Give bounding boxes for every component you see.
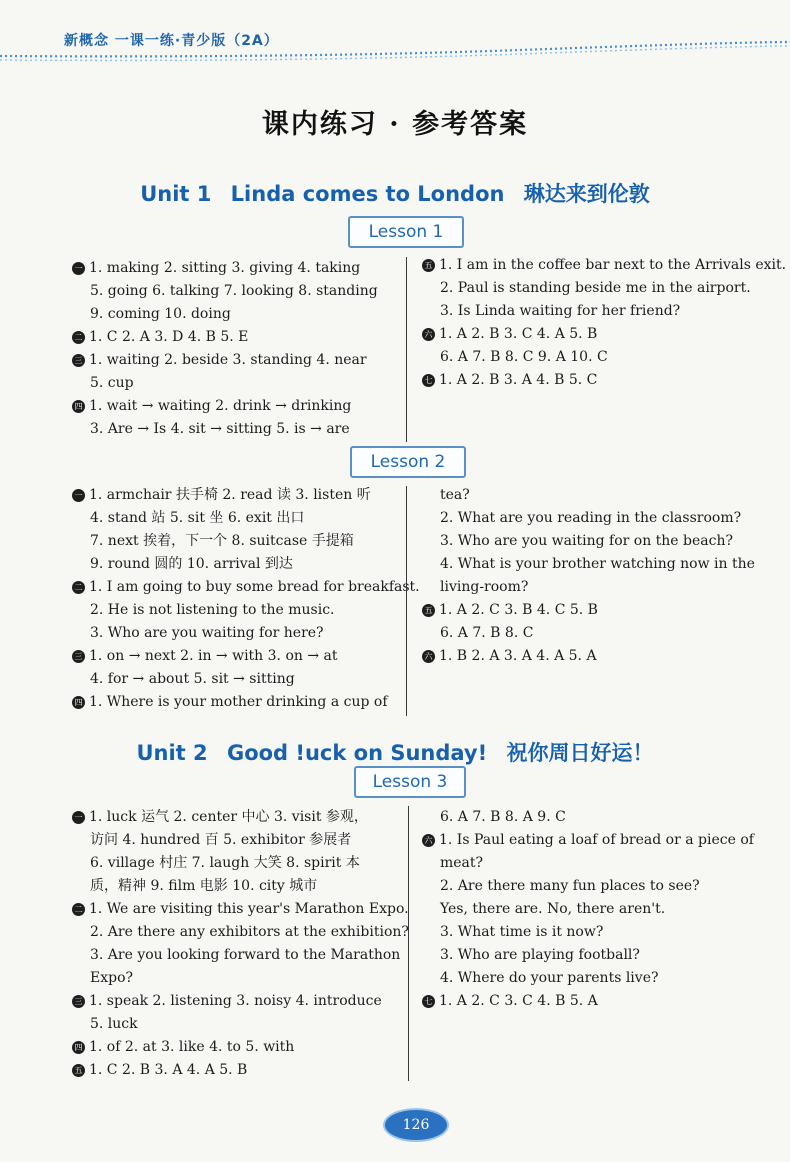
answer-line [78, 530, 403, 553]
answer-line [78, 622, 403, 645]
answer-line [424, 254, 787, 277]
answer-text: Expo? [90, 970, 134, 986]
answer-text: 1. B 2. A 3. A 4. A 5. A [439, 648, 597, 664]
answer-line [428, 967, 778, 990]
answer-line [74, 395, 403, 418]
answer-line [74, 576, 420, 599]
answer-line [74, 990, 403, 1013]
section-number-badge: 四 [72, 1041, 85, 1054]
answer-text: 1. A 2. B 3. A 4. B 5. C [439, 372, 598, 388]
answer-text: 1. We are visiting this year's Marathon Expo. [89, 901, 409, 917]
section-number-badge: 六 [422, 328, 435, 341]
answer-text: 1. wait → waiting 2. drink → drinking [89, 398, 352, 414]
answer-text: 2. What are you reading in the classroom? [440, 510, 742, 526]
section-number-badge: 五 [422, 259, 435, 272]
unit-2-title-en: Good !uck on Sunday! [226, 741, 488, 765]
section-number-badge: 二 [72, 331, 85, 344]
section-number-badge: 二 [72, 903, 85, 916]
answer-line [74, 484, 403, 507]
section-number-badge: 六 [422, 650, 435, 663]
column-divider [408, 806, 409, 1081]
answer-line [424, 645, 778, 668]
lesson-3-label: Lesson 3 [354, 766, 466, 798]
answer-text: 9. coming 10. doing [90, 306, 231, 322]
unit-2-title [0, 737, 790, 767]
answer-line [428, 806, 778, 829]
answer-text: 1. armchair 扶手椅 2. read 读 3. listen 听 [89, 487, 371, 503]
answer-line [78, 372, 403, 395]
answer-line [428, 852, 778, 875]
answer-line [428, 530, 778, 553]
header-book: 一课一练·青少版（2A） [114, 33, 279, 49]
section-number-badge: 五 [72, 1064, 85, 1077]
answer-line [424, 829, 778, 852]
column-divider [406, 257, 407, 442]
column-divider [406, 486, 407, 716]
answer-text: 2. Paul is standing beside me in the airport. [440, 280, 751, 296]
answer-text: 1. luck 运气 2. center 中心 3. visit 参观， [89, 809, 368, 825]
answer-text: 1. Is Paul eating a loaf of bread or a piece of [439, 832, 754, 848]
lesson-2-label: Lesson 2 [350, 446, 466, 478]
answer-text: 3. Is Linda waiting for her friend? [440, 303, 681, 319]
unit-1-title-en: Linda comes to London [230, 182, 505, 206]
section-number-badge: 三 [72, 995, 85, 1008]
answer-text: 4. for → about 5. sit → sitting [90, 671, 295, 687]
answer-text: 5. going 6. talking 7. looking 8. standing [90, 283, 378, 299]
answer-line [78, 967, 403, 990]
answer-text: 1. Where is your mother drinking a cup of [89, 694, 388, 710]
answer-text: 1. of 2. at 3. like 4. to 5. with [89, 1039, 295, 1055]
answer-text: tea? [440, 487, 470, 503]
unit-1-title-cn: 琳达来到伦敦 [523, 182, 650, 206]
answer-text: 6. A 7. B 8. C [440, 625, 534, 641]
answer-text: meat? [440, 855, 484, 871]
lesson-2-left-column [74, 484, 420, 714]
answer-text: 1. C 2. A 3. D 4. B 5. E [89, 329, 249, 345]
answer-text: 5. cup [90, 375, 134, 391]
header-book-title [64, 30, 279, 50]
unit-2-title-cn: 祝你周日好运！ [506, 741, 654, 765]
answer-text: 4. What is your brother watching now in the [440, 556, 755, 572]
answer-line [74, 1036, 403, 1059]
answer-text: 1. A 2. B 3. C 4. A 5. B [439, 326, 598, 342]
section-number-badge: 七 [422, 374, 435, 387]
lesson-1-label: Lesson 1 [348, 216, 464, 248]
answer-line [424, 990, 778, 1013]
section-number-badge: 一 [72, 489, 85, 502]
answer-line [78, 418, 403, 441]
answer-text: 7. next 挨着，下一个 8. suitcase 手提箱 [90, 533, 354, 549]
header-series: 新概念 [64, 33, 109, 49]
answer-text: 9. round 圆的 10. arrival 到达 [90, 556, 293, 572]
answer-line [74, 806, 403, 829]
answer-text: 3. Who are playing football? [440, 947, 640, 963]
answer-line [78, 553, 403, 576]
answer-line [424, 323, 778, 346]
answer-line [428, 576, 778, 599]
answer-text: 1. waiting 2. beside 3. standing 4. near [89, 352, 367, 368]
answer-text: 3. Who are you waiting for on the beach? [440, 533, 733, 549]
answer-line [424, 599, 778, 622]
answer-text: 5. luck [90, 1016, 138, 1032]
answer-line [74, 898, 409, 921]
page-title: 课内练习 · 参考答案 [261, 109, 529, 140]
lesson-3-right-column [424, 806, 778, 1013]
answer-text: Yes, there are. No, there aren't. [440, 901, 666, 917]
answer-text: 6. A 7. B 8. A 9. C [440, 809, 566, 825]
section-number-badge: 一 [72, 811, 85, 824]
answer-text: 1. A 2. C 3. C 4. B 5. A [439, 993, 598, 1009]
answer-line [424, 369, 778, 392]
section-number-badge: 一 [72, 262, 85, 275]
answer-line [428, 277, 778, 300]
answer-text: 1. speak 2. listening 3. noisy 4. introduce [89, 993, 382, 1009]
answer-text: 3. What time is it now? [440, 924, 604, 940]
answer-line [428, 622, 778, 645]
answer-line [428, 921, 778, 944]
answer-line [428, 484, 778, 507]
answer-text: 1. I am going to buy some bread for breakfast. [89, 579, 420, 595]
answer-text: 4. stand 站 5. sit 坐 6. exit 出口 [90, 510, 305, 526]
answer-line [78, 599, 403, 622]
answer-text: 质，精神 9. film 电影 10. city 城市 [90, 878, 318, 894]
unit-2-label: Unit 2 [136, 741, 208, 765]
answer-line [78, 944, 403, 967]
answer-text: 1. on → next 2. in → with 3. on → at [89, 648, 338, 664]
answer-text: 6. village 村庄 7. laugh 大笑 8. spirit 本 [90, 855, 360, 871]
answer-line [74, 645, 403, 668]
answer-line [428, 875, 778, 898]
section-number-badge: 三 [72, 650, 85, 663]
answer-text: living-room? [440, 579, 529, 595]
lesson-2-right-column [424, 484, 778, 668]
page-number: 126 [383, 1108, 449, 1142]
answer-line [428, 507, 778, 530]
answer-text: 3. Who are you waiting for here? [90, 625, 324, 641]
lesson-3-left-column [74, 806, 409, 1082]
lesson-1-right-column [424, 254, 787, 392]
section-number-badge: 四 [72, 696, 85, 709]
answer-line [428, 300, 778, 323]
answer-text: 3. Are → Is 4. sit → sitting 5. is → are [90, 421, 350, 437]
answer-text: 4. Where do your parents live? [440, 970, 659, 986]
answer-line [428, 346, 778, 369]
answer-text: 2. Are there many fun places to see? [440, 878, 700, 894]
answer-line [74, 349, 403, 372]
answer-text: 1. C 2. B 3. A 4. A 5. B [89, 1062, 248, 1078]
answer-line [74, 1059, 403, 1082]
section-number-badge: 四 [72, 400, 85, 413]
section-number-badge: 三 [72, 354, 85, 367]
answer-line [78, 507, 403, 530]
answer-text: 3. Are you looking forward to the Marathon [90, 947, 401, 963]
answer-line [78, 1013, 403, 1036]
answer-text: 2. He is not listening to the music. [90, 602, 335, 618]
answer-line [78, 303, 403, 326]
answer-text: 访问 4. hundred 百 5. exhibitor 参展者 [90, 832, 352, 848]
answer-line [78, 668, 403, 691]
answer-line [428, 898, 778, 921]
answer-line [428, 944, 778, 967]
answer-line [428, 553, 778, 576]
answer-line [78, 829, 403, 852]
answer-text: 1. I am in the coffee bar next to the Arrivals exit. [439, 257, 787, 273]
answer-line [74, 326, 403, 349]
section-number-badge: 五 [422, 604, 435, 617]
section-number-badge: 六 [422, 834, 435, 847]
section-number-badge: 七 [422, 995, 435, 1008]
answer-line [78, 280, 403, 303]
answer-line [74, 691, 403, 714]
answer-line [78, 921, 409, 944]
answer-text: 2. Are there any exhibitors at the exhibition? [90, 924, 409, 940]
unit-1-label: Unit 1 [140, 182, 212, 206]
lesson-1-left-column [74, 257, 403, 441]
answer-text: 1. A 2. C 3. B 4. C 5. B [439, 602, 598, 618]
answer-text: 6. A 7. B 8. C 9. A 10. C [440, 349, 608, 365]
answer-line [74, 257, 403, 280]
unit-1-title [0, 178, 790, 208]
answer-line [78, 852, 403, 875]
answer-line [78, 875, 403, 898]
section-number-badge: 二 [72, 581, 85, 594]
answer-text: 1. making 2. sitting 3. giving 4. taking [89, 260, 361, 276]
